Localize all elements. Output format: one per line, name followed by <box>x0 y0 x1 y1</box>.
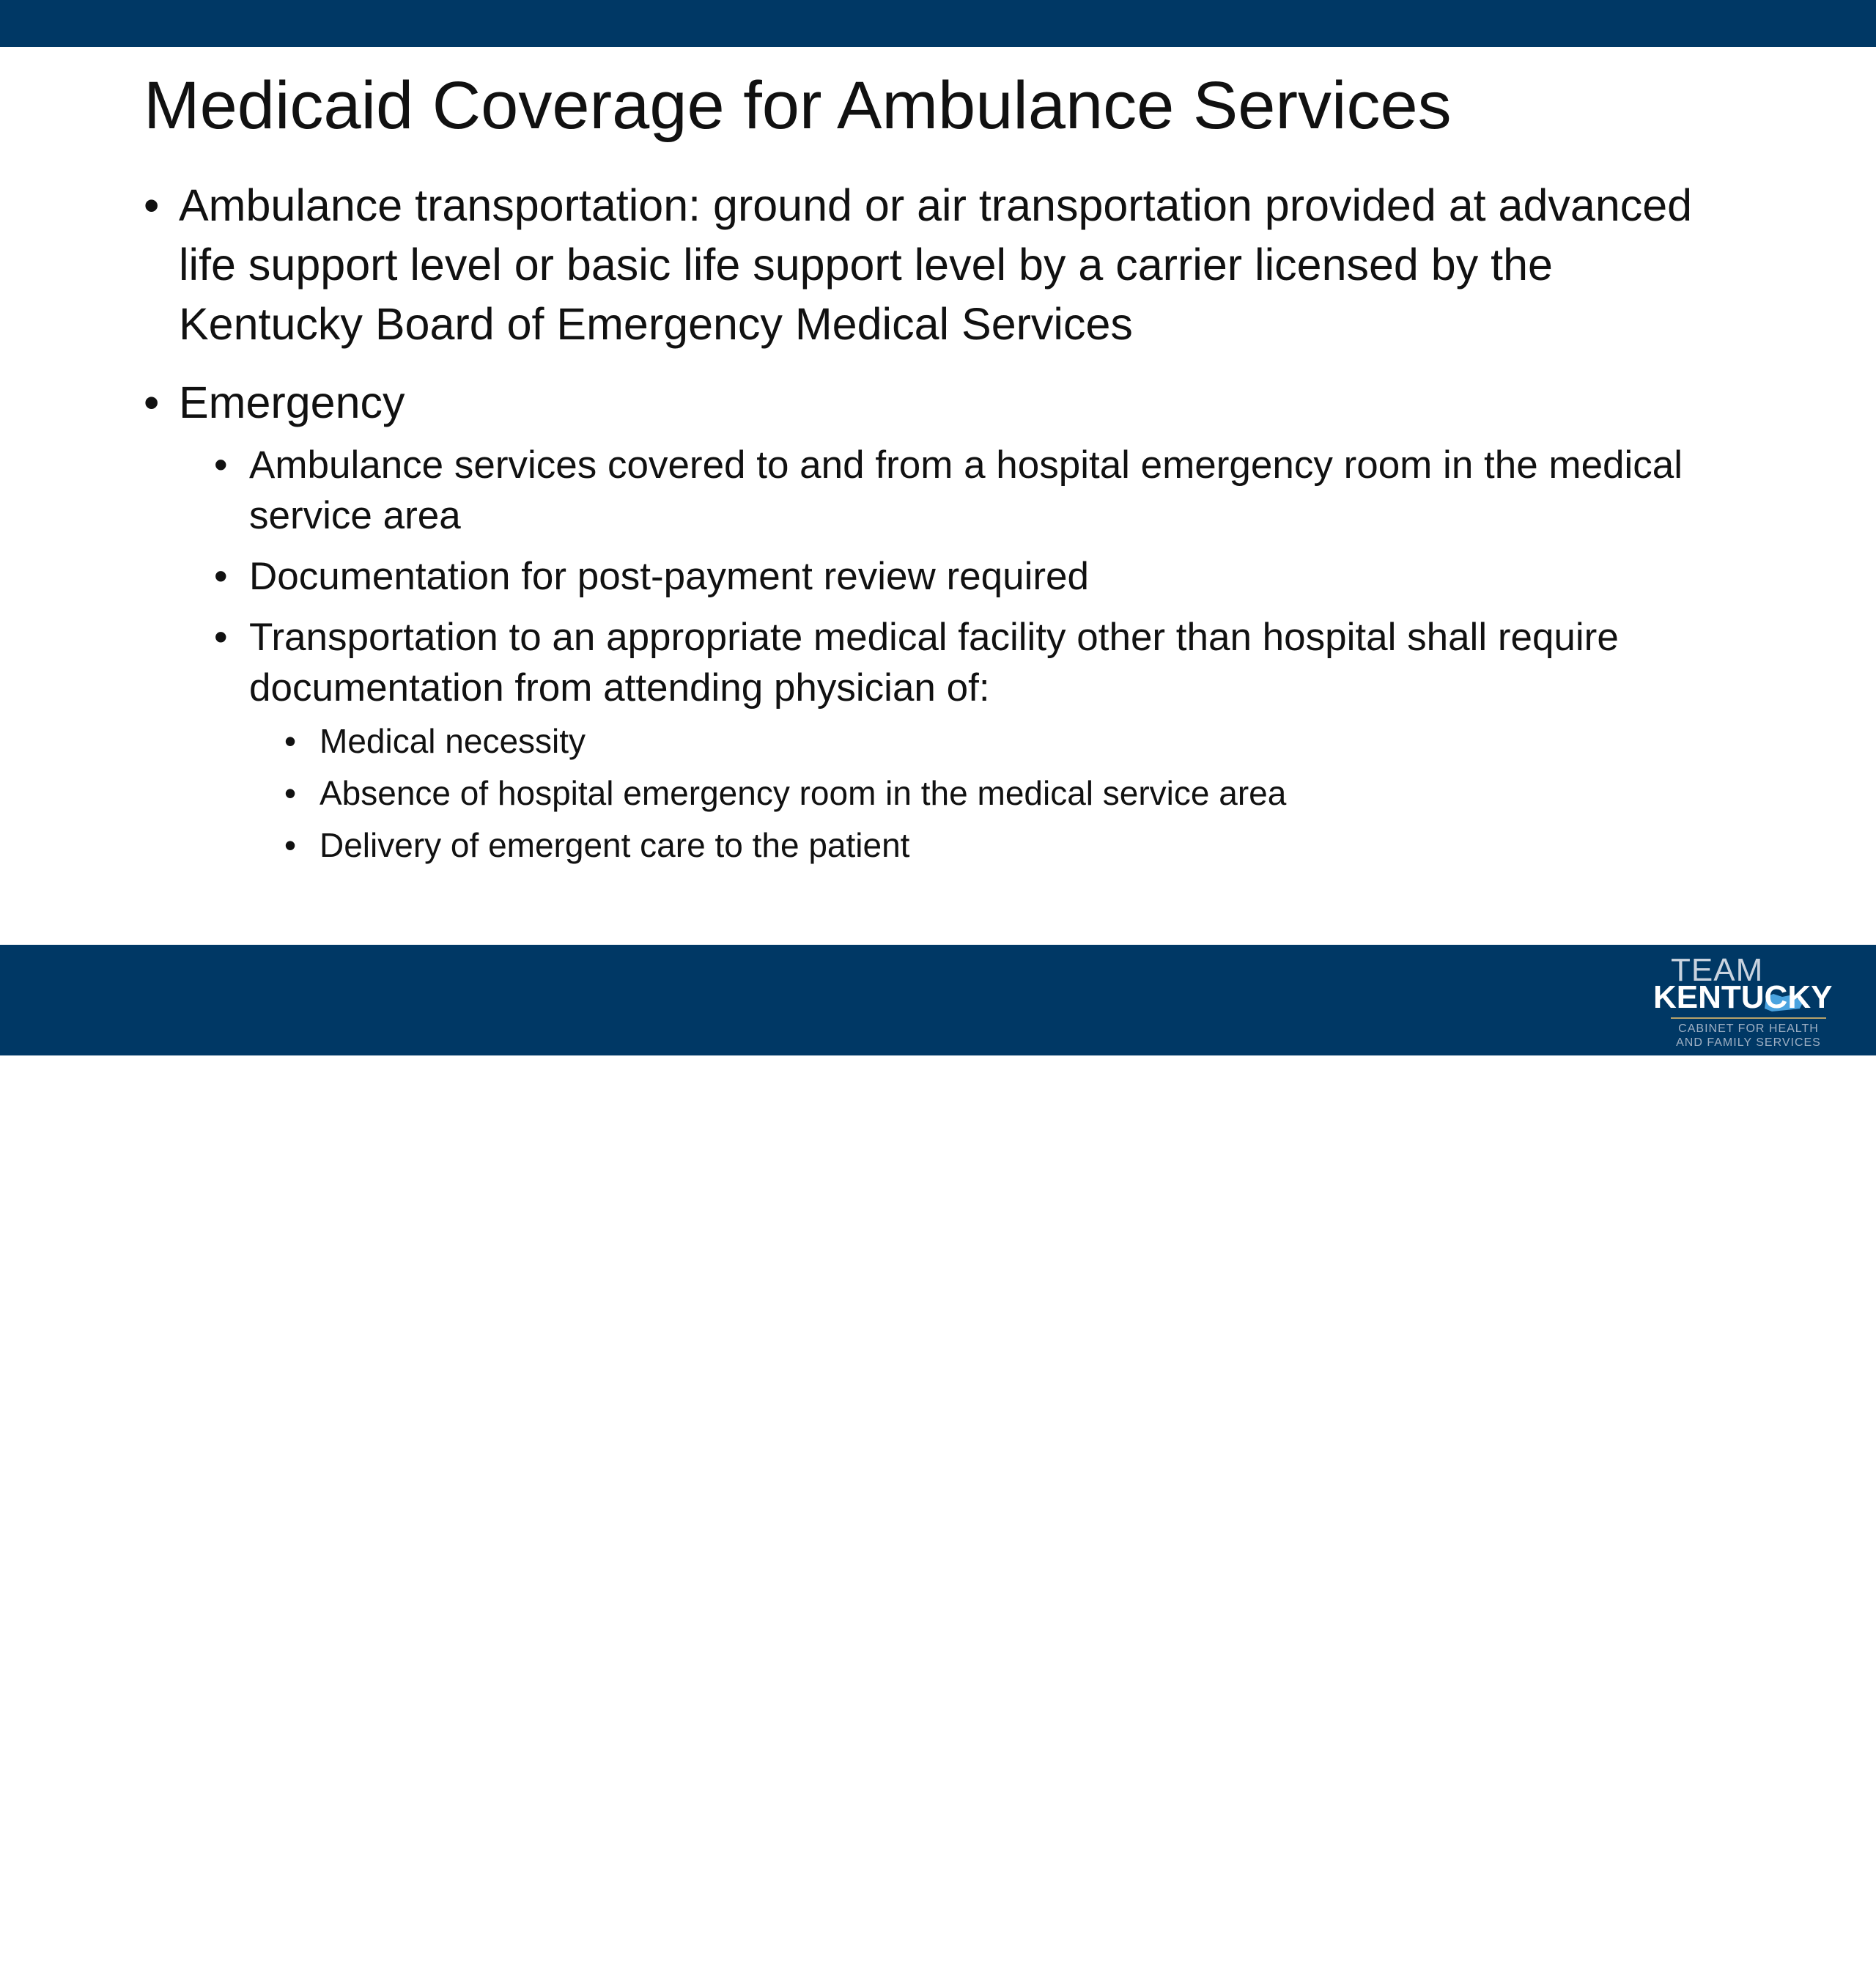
logo-cabinet-line1: CABINET FOR HEALTH <box>1678 1022 1819 1035</box>
item-medical-necessity: • Medical necessity <box>284 719 1741 763</box>
emergency-sub-list <box>214 440 1741 867</box>
sub-bullet-transportation-facility <box>214 612 1741 867</box>
physician-documentation-list <box>284 719 1741 867</box>
sub-bullet-transportation-facility-label: Transportation to an appropriate medical facility other than hospital shall require documentation from attending physician of: <box>249 616 1619 710</box>
sub-bullet-covered-services: • Ambulance services covered to and from a hospital emergency room in the medical service area <box>214 440 1741 541</box>
bullet-emergency <box>144 373 1741 867</box>
team-kentucky-logo <box>1642 950 1861 1053</box>
item-emergent-care: • Delivery of emergent care to the patient <box>284 823 1741 867</box>
bullet-list <box>144 176 1741 867</box>
bottom-banner <box>0 945 1876 1967</box>
logo-kentucky-text: KENTUCKY <box>1653 979 1833 1015</box>
logo-divider <box>1671 1017 1826 1019</box>
bullet-emergency-label: Emergency <box>179 377 405 427</box>
item-absence-er: • Absence of hospital emergency room in the medical service area <box>284 771 1741 815</box>
logo-team-text: TEAM <box>1671 952 1764 988</box>
slide-content <box>144 176 1741 886</box>
slide-title: Medicaid Coverage for Ambulance Services <box>144 68 1452 143</box>
logo-cabinet-text <box>1671 1022 1826 1050</box>
slide-number: 2 <box>53 1934 70 1967</box>
top-banner <box>0 0 1876 47</box>
logo-cabinet-line2: AND FAMILY SERVICES <box>1676 1036 1821 1049</box>
bullet-ambulance-transportation: • Ambulance transportation: ground or air transportation provided at advanced life support level or basic life support level by a carrier licensed by the Kentucky Board of Emergency Medical Services <box>144 176 1741 354</box>
sub-bullet-documentation: • Documentation for post-payment review required <box>214 551 1741 602</box>
